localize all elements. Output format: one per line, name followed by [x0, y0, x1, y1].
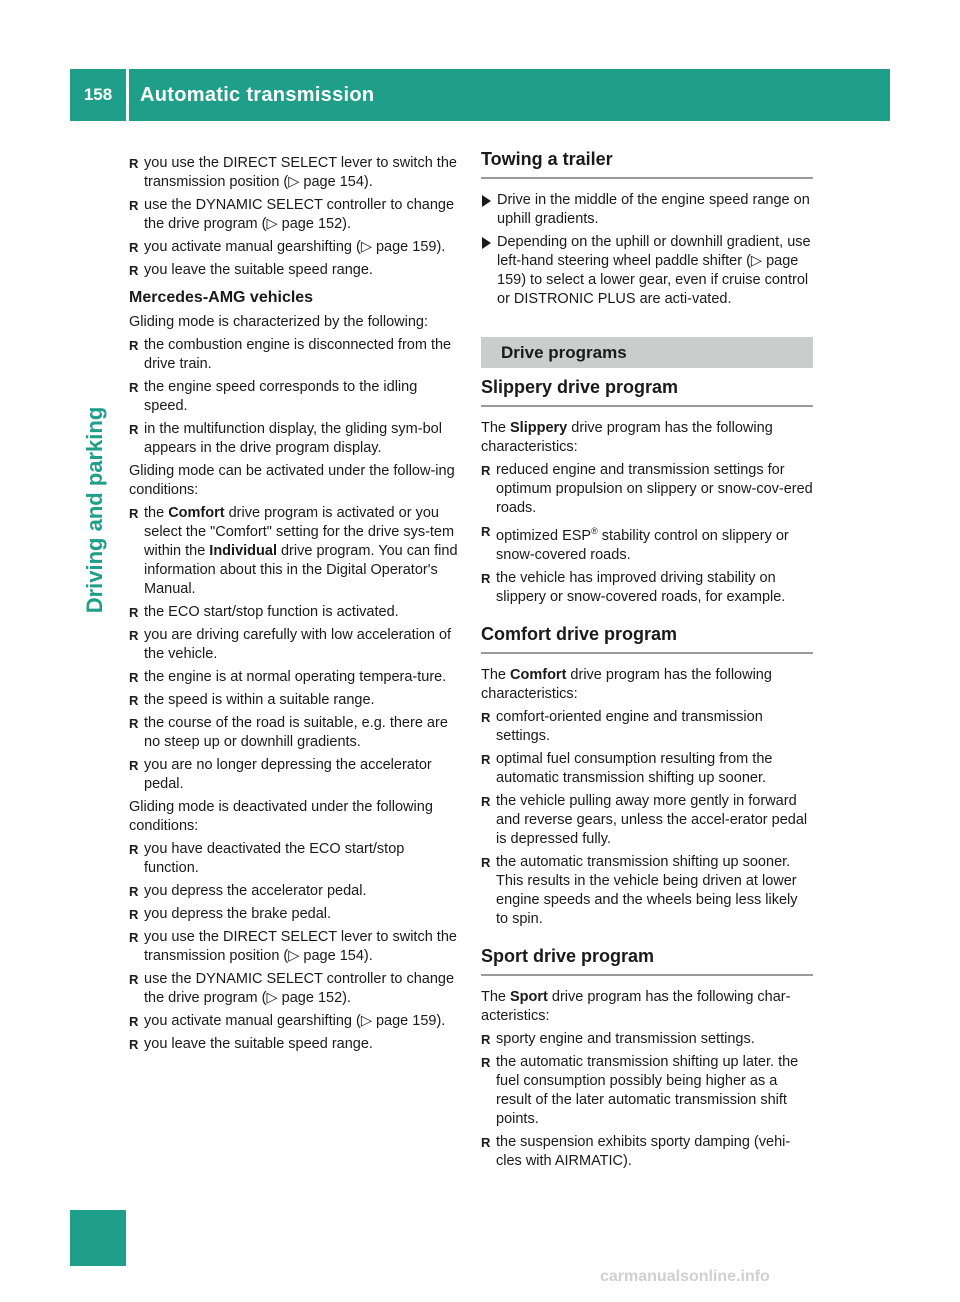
amg-intro: Gliding mode is characterized by the following:	[129, 314, 429, 330]
deactivation-bullet-list	[129, 840, 461, 1054]
list-item: R you leave the suitable speed range.	[129, 261, 461, 280]
sport-heading: Sport drive program	[481, 947, 813, 976]
slippery-heading: Slippery drive program	[481, 378, 813, 407]
list-item: R the speed is within a suitable range.	[129, 691, 461, 710]
list-item: R the engine speed corresponds to the idling speed.	[129, 378, 461, 416]
page-number: 158	[83, 85, 113, 104]
page-title: Automatic transmission	[140, 83, 375, 106]
list-item: R in the multifunction display, the gliding sym-bol appears in the drive program display.	[129, 420, 461, 458]
activation-bullet-list	[129, 504, 461, 794]
list-item: R reduced engine and transmission settings for optimum propulsion on slippery or snow-cov-ered roads.	[481, 461, 813, 518]
list-item: R sporty engine and transmission settings.	[481, 1030, 813, 1049]
list-item: R you depress the brake pedal.	[129, 905, 461, 924]
list-item: R the combustion engine is disconnected from the drive train.	[129, 336, 461, 374]
list-item: R optimal fuel consumption resulting from the automatic transmission shifting up sooner.	[481, 750, 813, 788]
list-item: Depending on the uphill or downhill gradient, use left-hand steering wheel paddle shifter (▷ page 159) to select a lower gear, even if cruise control or DISTRONIC PLUS are acti-vated.	[481, 233, 813, 309]
list-item: R the automatic transmission shifting up sooner. This results in the vehicle being driven at lower engine speeds and the wheels being less likely to spin.	[481, 853, 813, 929]
towing-heading: Towing a trailer	[481, 150, 813, 179]
list-item: R you are driving carefully with low acceleration of the vehicle.	[129, 626, 461, 664]
list-item: R you leave the suitable speed range.	[129, 1035, 461, 1054]
slippery-intro: The Slippery drive program has the following characteristics:	[481, 420, 773, 455]
list-item: R you activate manual gearshifting (▷ page 159).	[129, 238, 461, 257]
deactivation-intro: Gliding mode is deactivated under the following conditions:	[129, 799, 433, 834]
left-column	[129, 154, 461, 1058]
side-tab	[70, 121, 126, 1302]
list-item: R you depress the accelerator pedal.	[129, 882, 461, 901]
side-label-text: Driving and parking	[82, 406, 107, 614]
list-item: R use the DYNAMIC SELECT controller to change the drive program (▷ page 152).	[129, 196, 461, 234]
list-item: R the course of the road is suitable, e.g. there are no steep up or downhill gradients.	[129, 714, 461, 752]
towing-steps	[481, 191, 813, 309]
list-item: R you use the DIRECT SELECT lever to switch the transmission position (▷ page 154).	[129, 928, 461, 966]
list-item: R you use the DIRECT SELECT lever to switch the transmission position (▷ page 154).	[129, 154, 461, 192]
side-marker	[70, 1210, 126, 1266]
list-item: Drive in the middle of the engine speed range on uphill gradients.	[481, 191, 813, 229]
comfort-bullet-list	[481, 708, 813, 929]
intro-bullet-list	[129, 154, 461, 280]
list-item: R you have deactivated the ECO start/stop function.	[129, 840, 461, 878]
list-item: R the vehicle pulling away more gently in forward and reverse gears, unless the accel-erator pedal is depressed fully.	[481, 792, 813, 849]
list-item: R the vehicle has improved driving stability on slippery or snow-covered roads, for example.	[481, 569, 813, 607]
sport-bullet-list	[481, 1030, 813, 1171]
amg-bullet-list	[129, 336, 461, 458]
comfort-heading: Comfort drive program	[481, 625, 813, 654]
comfort-intro: The Comfort drive program has the following characteristics:	[481, 666, 772, 702]
sport-intro: The Sport drive program has the following char-acteristics:	[481, 988, 791, 1024]
watermark: carmanualsonline.info	[600, 1268, 770, 1285]
list-item: R the automatic transmission shifting up later. the fuel consumption possibly being higher as a result of the later automatic transmission shift points.	[481, 1053, 813, 1129]
list-item: R you are no longer depressing the accelerator pedal.	[129, 756, 461, 794]
list-item: R optimized ESP® stability control on slippery or snow-covered roads.	[481, 522, 813, 565]
list-item: R comfort-oriented engine and transmission settings.	[481, 708, 813, 746]
list-item: R the ECO start/stop function is activated.	[129, 603, 461, 622]
list-item: R use the DYNAMIC SELECT controller to change the drive program (▷ page 152).	[129, 970, 461, 1008]
list-item: R the engine is at normal operating tempera-ture.	[129, 668, 461, 687]
list-item: R the Comfort drive program is activated or you select the "Comfort" setting for the drive sys-tem within the Individual drive program. You can find information about this in the Digital Operator's Manual.	[129, 504, 461, 599]
activation-intro: Gliding mode can be activated under the follow-ing conditions:	[129, 463, 455, 498]
section-title: Drive programs	[481, 337, 813, 368]
amg-heading: Mercedes-AMG vehicles	[129, 289, 314, 306]
list-item: R the suspension exhibits sporty damping (vehi-cles with AIRMATIC).	[481, 1133, 813, 1171]
right-column	[481, 150, 813, 1175]
header-divider	[126, 69, 129, 121]
slippery-bullet-list	[481, 461, 813, 607]
list-item: R you activate manual gearshifting (▷ page 159).	[129, 1012, 461, 1031]
side-label	[80, 380, 110, 640]
